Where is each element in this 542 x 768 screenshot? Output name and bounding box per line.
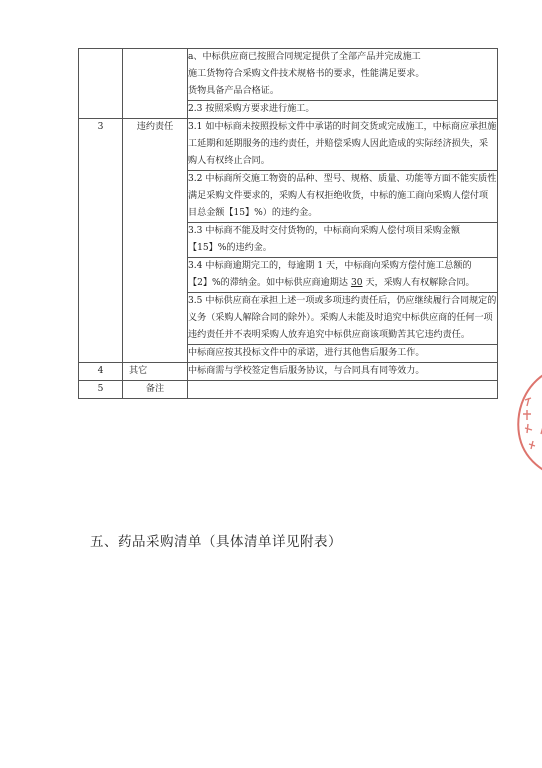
table-row xyxy=(79,363,498,381)
clause-3-3-cell: 3.3 中标商不能及时交付货物的，中标商向采购人偿付项目采购金额【15】%的违约金。 xyxy=(188,223,498,258)
other-terms-cell: 中标商需与学校签定售后服务协议，与合同具有同等效力。 xyxy=(188,363,498,381)
clause-3-5-cell: 3.5 中标供应商在承担上述一项或多项违约责任后，仍应继续履行合同规定的义务（采购人解除合同的除外）。采购人未能及时追究中标供应商的任何一项违约责任并不表明采购人放弃追究中标供应商该项勤苦其它违约责任。 xyxy=(188,293,498,345)
red-seal-stamp xyxy=(505,362,542,482)
row-number-cell: 5 xyxy=(79,381,123,399)
contract-terms-table xyxy=(78,48,498,399)
clause-2-3-cell: 2.3 按照采购方要求进行施工。 xyxy=(188,101,498,119)
row-number-cell xyxy=(79,49,123,119)
clause-3-4-cell xyxy=(188,258,498,293)
condition-line: 货物具备产品合格证。 xyxy=(188,86,279,96)
condition-line: a、中标供应商已按照合同规定提供了全部产品并完成施工 xyxy=(188,52,421,62)
after-sales-clause-cell: 中标商应按其投标文件中的承诺，进行其他售后服务工作。 xyxy=(188,345,498,363)
overdue-days-value: 30 xyxy=(350,278,363,288)
row-item-cell xyxy=(123,49,188,119)
clause-3-1-cell: 3.1 如中标商未按照投标文件中承诺的时间交货或完成施工，中标商应承担施工延期和延期服务的违约责任，并赔偿采购人因此造成的实际经济损失，采购人有权终止合同。 xyxy=(188,119,498,171)
clause-3-2-cell: 3.2 中标商所交施工物资的品种、型号、规格、质量、功能等方面不能实质性满足采购文件要求的，采购人有权拒绝收货，中标的施工商向采购人偿付项目总金额【15】%）的违约金。 xyxy=(188,171,498,223)
row-item-cell: 其它 xyxy=(123,363,188,381)
clause-3-4-text: 3.4 中标商逾期完工的，每逾期 1 天，中标商向采购方偿付施工总额的【2】%的滞纳金。如中标供应商逾期达 xyxy=(188,261,472,288)
acceptance-conditions-cell xyxy=(188,49,498,101)
table-row xyxy=(79,381,498,399)
row-number-cell: 3 xyxy=(79,119,123,363)
table-row xyxy=(79,49,498,101)
clause-3-4-text-end: 天，采购人有权解除合同。 xyxy=(365,278,475,288)
row-item-cell: 违约责任 xyxy=(123,119,188,363)
row-item-cell: 备注 xyxy=(123,381,188,399)
remarks-cell xyxy=(188,381,498,399)
row-number-cell: 4 xyxy=(79,363,123,381)
condition-line: 施工货物符合采购文件技术规格书的要求，性能满足要求。 xyxy=(188,69,425,79)
table-row xyxy=(79,119,498,171)
section-title: 五、药品采购清单（具体清单详见附表） xyxy=(90,534,342,550)
